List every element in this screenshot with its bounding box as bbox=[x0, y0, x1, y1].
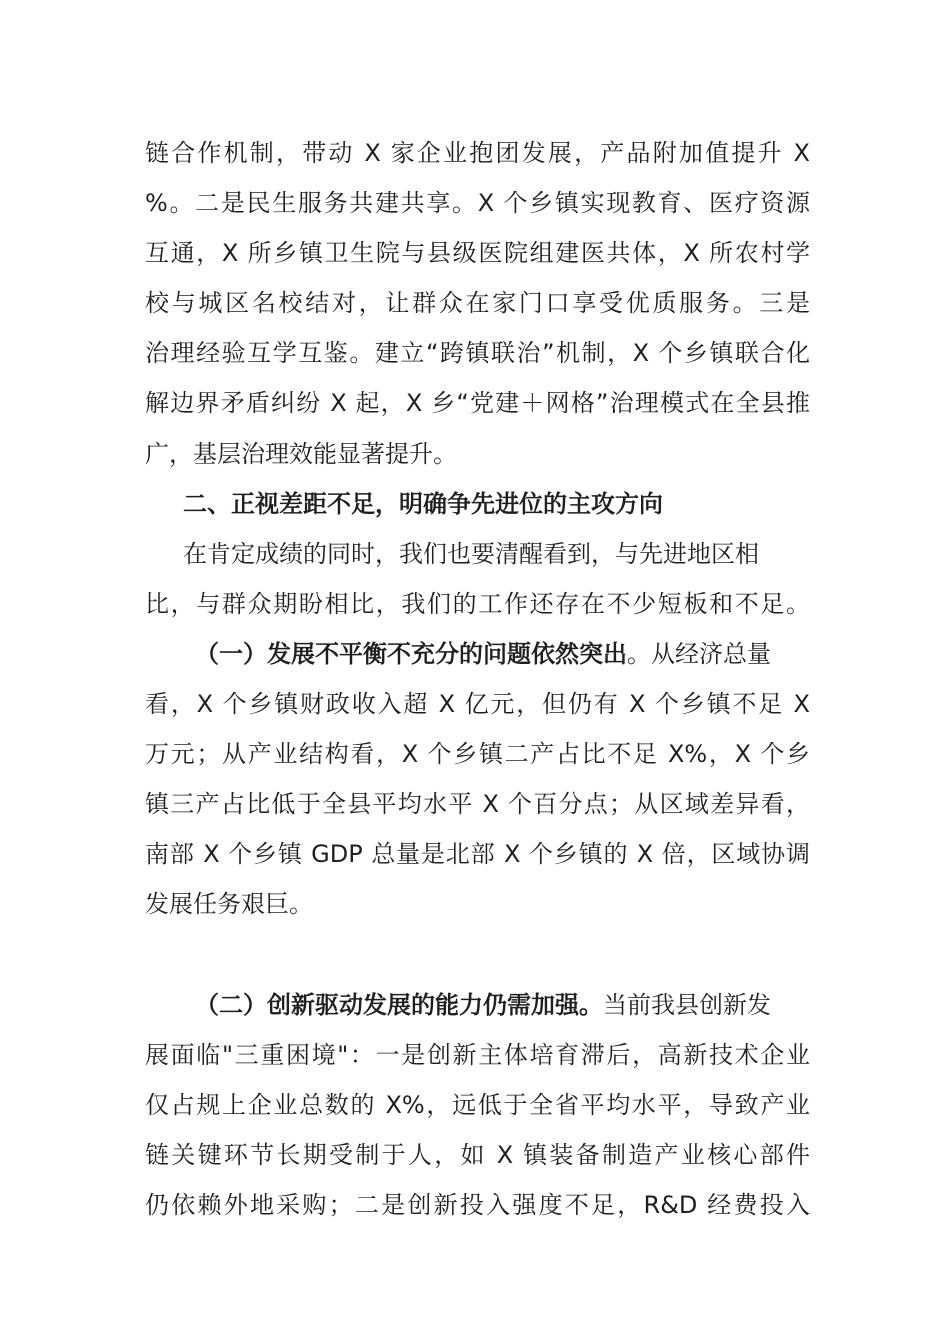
paragraph-line: 解边界矛盾纠纷 X 起，X 乡“党建＋网格”治理模式在全县推 bbox=[145, 389, 810, 418]
paragraph-line: %。二是民生服务共建共享。X 个乡镇实现教育、医疗资源 bbox=[145, 189, 810, 218]
paragraph-line: 治理经验互学互鉴。建立“跨镇联治”机制，X 个乡镇联合化 bbox=[145, 339, 810, 368]
subsection-lead-text: 当前我县创新发 bbox=[603, 990, 771, 1019]
document-body bbox=[145, 128, 810, 1230]
paragraph-line: 万元；从产业结构看，X 个乡镇二产占比不足 X%，X 个乡 bbox=[145, 740, 810, 769]
paragraph-line: 比，与群众期盼相比，我们的工作还存在不少短板和不足。 bbox=[145, 589, 810, 618]
subsection-title: （二）创新驱动发展的能力仍需加强。 bbox=[195, 990, 603, 1019]
paragraph-line: 在肯定成绩的同时，我们也要清醒看到，与先进地区相 bbox=[183, 539, 759, 568]
paragraph-line: 链关键环节长期受制于人，如 X 镇装备制造产业核心部件 bbox=[145, 1140, 810, 1169]
section-heading: 二、正视差距不足，明确争先进位的主攻方向 bbox=[183, 489, 663, 518]
paragraph-line: 互通，X 所乡镇卫生院与县级医院组建医共体，X 所农村学 bbox=[145, 239, 810, 268]
blank-line bbox=[145, 930, 810, 980]
subsection-lead-text: 。从经济总量 bbox=[627, 639, 771, 668]
paragraph-line: 南部 X 个乡镇 GDP 总量是北部 X 个乡镇的 X 倍，区域协调 bbox=[145, 840, 810, 869]
subsection-heading-line bbox=[145, 980, 810, 1030]
subsection-title: （一）发展不平衡不充分的问题依然突出 bbox=[195, 639, 627, 668]
paragraph-line: 链合作机制，带动 X 家企业抱团发展，产品附加值提升 X bbox=[145, 139, 810, 167]
paragraph-line: 校与城区名校结对，让群众在家门口享受优质服务。三是 bbox=[145, 289, 810, 318]
paragraph-line: 广，基层治理效能显著提升。 bbox=[145, 439, 457, 468]
paragraph-line: 镇三产占比低于全县平均水平 X 个百分点；从区域差异看， bbox=[145, 790, 810, 819]
paragraph-line: 看，X 个乡镇财政收入超 X 亿元，但仍有 X 个乡镇不足 X bbox=[145, 690, 810, 719]
paragraph-line: 发展任务艰巨。 bbox=[145, 890, 313, 919]
paragraph-line: 仅占规上企业总数的 X%，远低于全省平均水平，导致产业 bbox=[145, 1090, 810, 1119]
subsection-heading-line bbox=[145, 629, 810, 679]
paragraph-line: 展面临"三重困境"：一是创新主体培育滞后，高新技术企业 bbox=[145, 1040, 810, 1069]
paragraph-line: 仍依赖外地采购；二是创新投入强度不足，R&D 经费投入 bbox=[145, 1190, 810, 1219]
